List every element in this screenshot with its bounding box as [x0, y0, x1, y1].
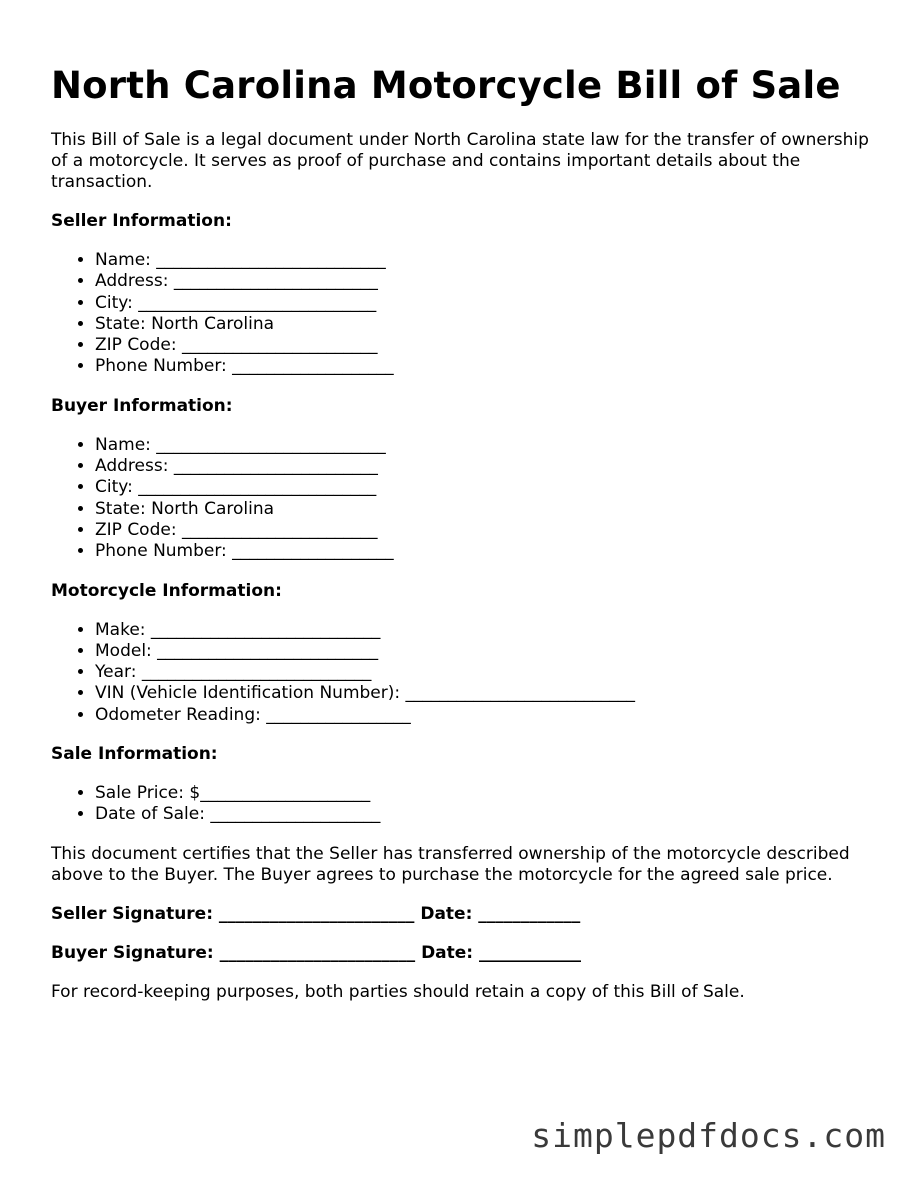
- seller-phone-field: • Phone Number: ___________________: [95, 356, 871, 377]
- sale-price-field: • Sale Price: $____________________: [95, 783, 871, 804]
- intro-paragraph: This Bill of Sale is a legal document under North Carolina state law for the transfer of ownership of a motorcycle. It serves as proof of purchase and contains important details about the transaction.: [51, 130, 869, 192]
- document-page: [51, 62, 871, 1021]
- motorcycle-make-field: • Make: ___________________________: [95, 620, 871, 641]
- buyer-city-field: • City: ____________________________: [95, 477, 871, 498]
- motorcycle-model-field: • Model: __________________________: [95, 641, 871, 662]
- buyer-state-field: • State: North Carolina: [95, 499, 871, 520]
- sale-heading: Sale Information:: [51, 744, 218, 765]
- buyer-phone-field: • Phone Number: ___________________: [95, 541, 871, 562]
- sale-date-field: • Date of Sale: ____________________: [95, 804, 871, 825]
- document-title: North Carolina Motorcycle Bill of Sale: [51, 64, 841, 107]
- motorcycle-vin-field: • VIN (Vehicle Identification Number): ___________________________: [95, 683, 871, 704]
- seller-zip-field: • ZIP Code: _______________________: [95, 335, 871, 356]
- buyer-zip-field: • ZIP Code: _______________________: [95, 520, 871, 541]
- seller-address-field: • Address: ________________________: [95, 271, 871, 292]
- seller-city-field: • City: ____________________________: [95, 293, 871, 314]
- motorcycle-heading: Motorcycle Information:: [51, 580, 282, 601]
- seller-state-field: • State: North Carolina: [95, 314, 871, 335]
- buyer-list: [51, 435, 871, 563]
- certification-paragraph: This document certifies that the Seller has transferred ownership of the motorcycle described above to the Buyer. The Buyer agrees to purchase the motorcycle for the agreed sale price.: [51, 843, 850, 885]
- motorcycle-odometer-field: • Odometer Reading: _________________: [95, 705, 871, 726]
- buyer-signature-line: Buyer Signature: _______________________ Date: ____________: [51, 942, 582, 963]
- seller-signature-line: Seller Signature: _______________________ Date: ____________: [51, 903, 581, 924]
- footer-note: For record-keeping purposes, both parties should retain a copy of this Bill of Sale.: [51, 981, 745, 1002]
- motorcycle-list: [51, 620, 871, 726]
- watermark-logo: simplepdfdocs.com: [531, 1116, 886, 1155]
- seller-heading: Seller Information:: [51, 211, 232, 231]
- seller-list: [51, 250, 871, 378]
- seller-name-field: • Name: ___________________________: [95, 250, 871, 271]
- buyer-heading: Buyer Information:: [51, 395, 233, 416]
- motorcycle-year-field: • Year: ___________________________: [95, 662, 871, 683]
- buyer-name-field: • Name: ___________________________: [95, 435, 871, 456]
- sale-list: [51, 783, 871, 826]
- buyer-address-field: • Address: ________________________: [95, 456, 871, 477]
